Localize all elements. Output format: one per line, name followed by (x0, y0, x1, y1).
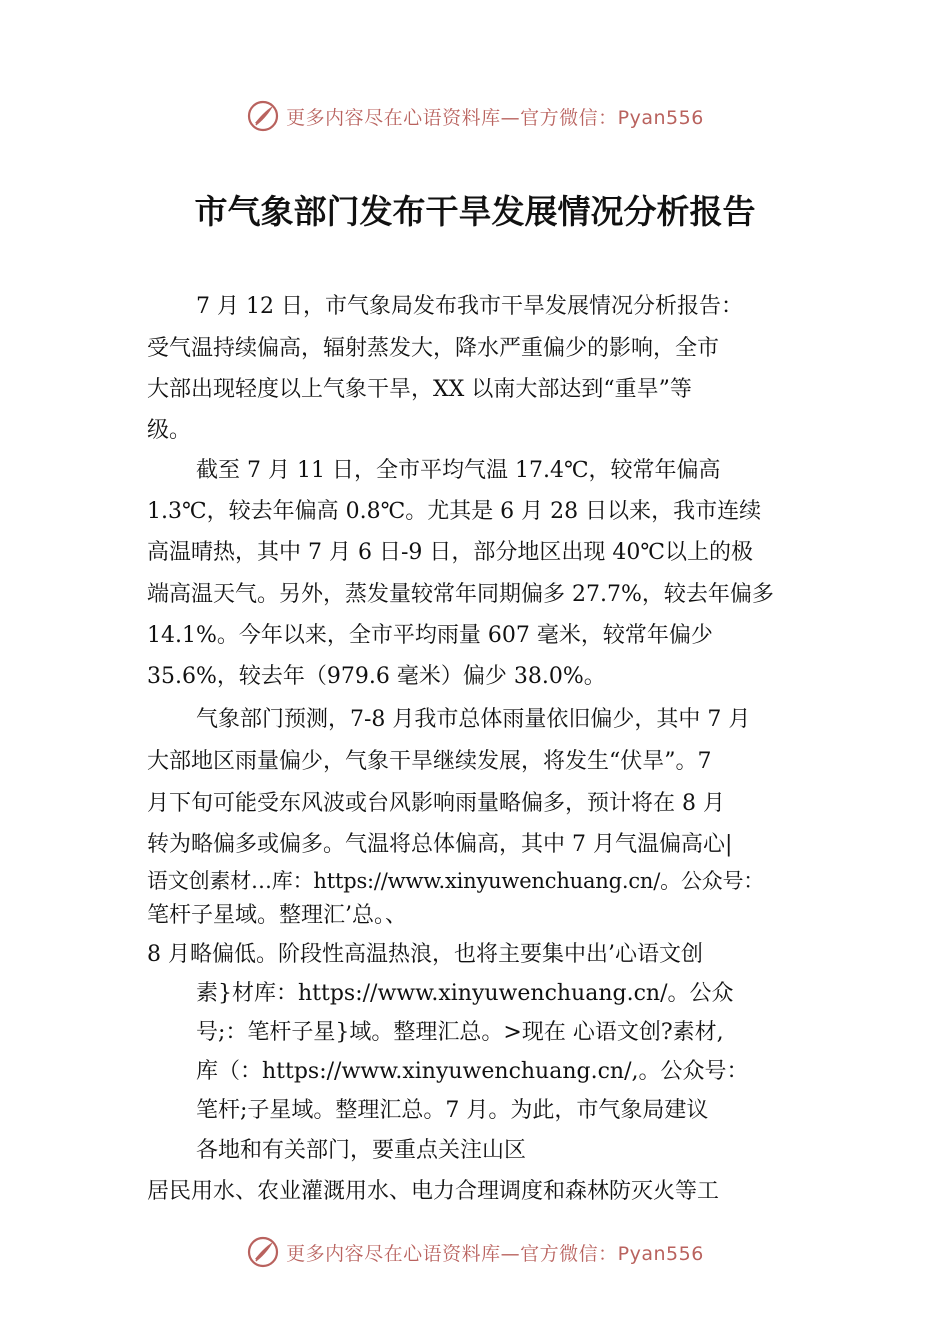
body-line: 库（：https://www.xinyuwenchuang.cn/,。公众号： (196, 1059, 749, 1084)
body-line: 35.6%，较去年（979.6 毫米）偏少 38.0%。 (147, 664, 606, 689)
footer-banner (0, 1232, 950, 1272)
body-line: 笔杆;子星域。整理汇总。7 月。为此，市气象局建议 (196, 1098, 709, 1123)
body-line: 大部地区雨量偏少，气象干旱继续发展，将发生“伏旱”。7 (147, 749, 712, 774)
body-line: 1.3℃，较去年偏高 0.8℃。尤其是 6 月 28 日以来，我市连续 (147, 499, 762, 524)
body-line: 14.1%。今年以来，全市平均雨量 607 毫米，较常年偏少 (147, 623, 713, 648)
body-line: 截至 7 月 11 日，全市平均气温 17.4℃，较常年偏高 (196, 458, 721, 483)
body-line: 转为略偏多或偏多。气温将总体偏高，其中 7 月气温偏高心| (147, 832, 733, 857)
body-line: 端高温天气。另外，蒸发量较常年同期偏多 27.7%，较去年偏多 (147, 582, 774, 607)
document-title: 市气象部门发布干旱发展情况分析报告 (194, 192, 756, 231)
body-line: 8 月略偏低。阶段性高温热浪，也将主要集中出’心语文创 (147, 942, 703, 967)
quill-seal-icon (246, 1235, 280, 1269)
body-line: 高温晴热，其中 7 月 6 日-9 日，部分地区出现 40℃以上的极 (147, 540, 753, 565)
body-line: 受气温持续偏高，辐射蒸发大，降水严重偏少的影响，全市 (147, 336, 720, 361)
banner-text: 更多内容尽在心语资料库—官方微信：Pyan556 (286, 1242, 704, 1265)
body-line: 7 月 12 日，市气象局发布我市干旱发展情况分析报告： (196, 294, 743, 319)
body-line: 气象部门预测，7-8 月我市总体雨量依旧偏少，其中 7 月 (196, 707, 751, 732)
body-line: 素}材库：https://www.xinyuwenchuang.cn/。公众 (196, 981, 734, 1006)
quill-seal-icon (246, 99, 280, 133)
body-line: 月下旬可能受东风波或台风影响雨量略偏多，预计将在 8 月 (147, 791, 725, 816)
body-line: 级。 (147, 418, 192, 443)
body-line: 笔杆子星域。整理汇’总。、 (147, 903, 407, 928)
body-line: 语文创素材…库：https://www.xinyuwenchuang.cn/。公众号： (147, 869, 765, 893)
body-line: 号;：笔杆子星}域。整理汇总。>现在 心语文创?素材, (196, 1020, 724, 1045)
banner-text: 更多内容尽在心语资料库—官方微信：Pyan556 (286, 106, 704, 129)
body-line: 大部出现轻度以上气象干旱，XX 以南大部达到“重旱”等 (147, 377, 692, 402)
body-line: 各地和有关部门，要重点关注山区 (196, 1138, 527, 1163)
body-line: 居民用水、农业灌溉用水、电力合理调度和森林防灭火等工 (147, 1179, 720, 1204)
header-banner (0, 96, 950, 136)
